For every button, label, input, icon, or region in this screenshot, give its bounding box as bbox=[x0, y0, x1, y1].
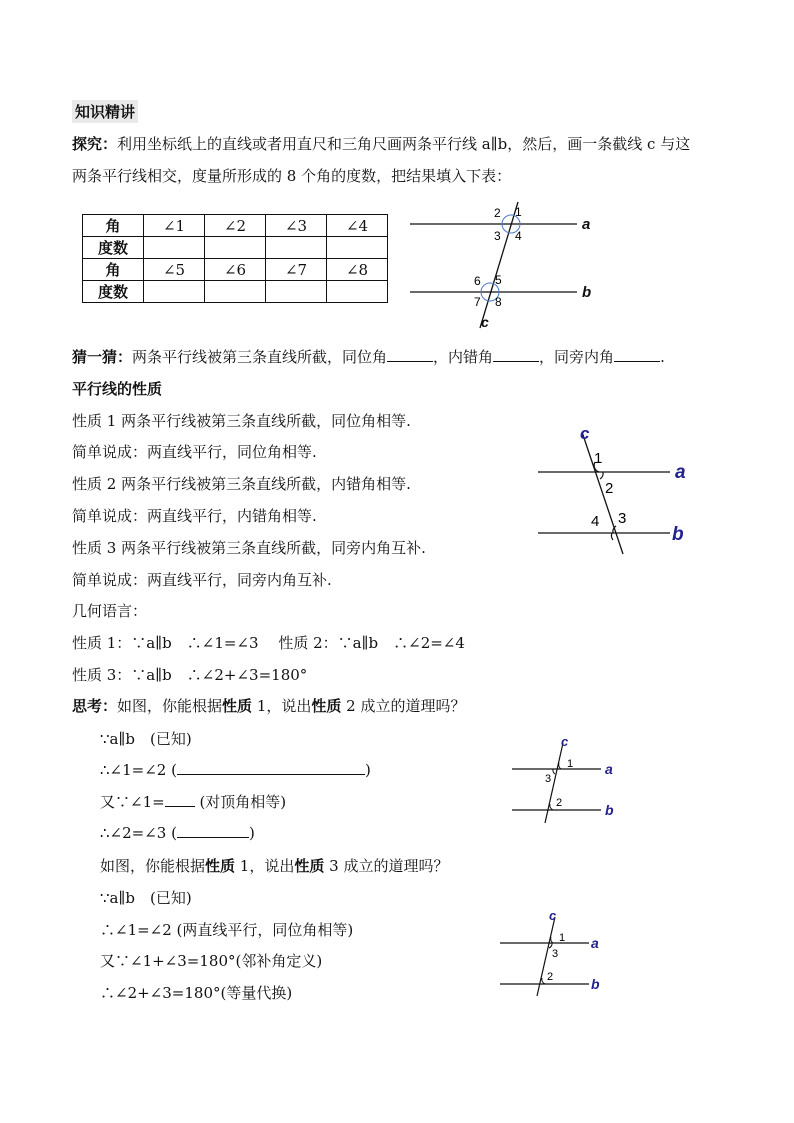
answer-blank[interactable] bbox=[177, 760, 365, 775]
table-row bbox=[83, 259, 388, 281]
proof-text: ∴∠1=∠2 ( bbox=[100, 761, 177, 779]
table-cell: 角 bbox=[83, 215, 144, 237]
table-cell: ∠5 bbox=[144, 259, 205, 281]
angle-label: 2 bbox=[556, 797, 563, 809]
proof-2-line-4: ∴∠2+∠3=180°(等量代换) bbox=[100, 984, 293, 1002]
property-3-short: 简单说成：两直线平行，同旁内角互补. bbox=[72, 571, 332, 589]
explore-text-1: 利用坐标纸上的直线或者用直尺和三角尺画两条平行线 a∥b，然后，画一条截线 c 与这 bbox=[117, 135, 691, 153]
think-text: 性质 bbox=[294, 857, 325, 875]
angle-label: 7 bbox=[474, 295, 481, 309]
guess-text: 两条平行线被第三条直线所截，同位角 bbox=[132, 348, 388, 366]
properties-title: 平行线的性质 bbox=[72, 380, 163, 398]
table-cell[interactable] bbox=[266, 237, 327, 259]
table-cell[interactable] bbox=[205, 237, 266, 259]
property-3: 性质 3 两条平行线被第三条直线所截，同旁内角互补. bbox=[72, 539, 426, 557]
answer-blank[interactable] bbox=[493, 347, 539, 362]
property-1: 性质 1 两条平行线被第三条直线所截，同位角相等. bbox=[72, 412, 411, 430]
proof-text: 又∵∠1= bbox=[100, 793, 165, 811]
line-b-label: b bbox=[605, 802, 614, 818]
geometry-language-label: 几何语言： bbox=[72, 602, 148, 620]
line-c-label: c bbox=[561, 735, 569, 749]
think-text: 如图，你能根据 bbox=[117, 697, 223, 715]
table-cell: ∠3 bbox=[266, 215, 327, 237]
think-text: 3 成立的道理吗？ bbox=[324, 857, 449, 875]
explore-line-1 bbox=[72, 133, 690, 154]
angle-arc-4 bbox=[611, 533, 613, 540]
angle-table bbox=[82, 214, 388, 303]
proof-text: ) bbox=[364, 761, 371, 779]
angle-label: 5 bbox=[495, 273, 502, 287]
table-cell: 度数 bbox=[83, 237, 144, 259]
table-cell: ∠2 bbox=[205, 215, 266, 237]
answer-blank[interactable] bbox=[177, 823, 249, 838]
angle-label: 3 bbox=[552, 948, 559, 960]
angle-label: 3 bbox=[618, 510, 627, 527]
angle-label: 2 bbox=[494, 206, 501, 220]
table-cell: 角 bbox=[83, 259, 144, 281]
angle-label: 6 bbox=[474, 274, 481, 288]
guess-text: ，内错角 bbox=[433, 348, 494, 366]
property-2: 性质 2 两条平行线被第三条直线所截，内错角相等. bbox=[72, 475, 411, 493]
table-cell: ∠1 bbox=[144, 215, 205, 237]
table-cell[interactable] bbox=[327, 281, 388, 303]
proof-2-line-3: 又∵∠1+∠3=180°(邻补角定义) bbox=[100, 952, 323, 970]
table-cell[interactable] bbox=[144, 281, 205, 303]
guess-label: 猜一猜： bbox=[72, 348, 133, 366]
figure-think-1 bbox=[505, 735, 625, 827]
table-cell: ∠8 bbox=[327, 259, 388, 281]
table-cell[interactable] bbox=[205, 281, 266, 303]
angle-label: 1 bbox=[594, 450, 603, 467]
line-a-label: a bbox=[605, 761, 613, 777]
line-a-label: a bbox=[675, 462, 686, 483]
think-question-2 bbox=[100, 855, 448, 876]
angle-arc-2 bbox=[542, 978, 545, 984]
line-c-label: c bbox=[549, 908, 557, 923]
property-2-short: 简单说成：两直线平行，内错角相等. bbox=[72, 507, 317, 525]
explore-line-2: 两条平行线相交，度量所形成的 8 个角的度数，把结果填入下表： bbox=[72, 167, 512, 185]
proof-text: ∴∠2=∠3 ( bbox=[100, 824, 177, 842]
table-cell: ∠6 bbox=[205, 259, 266, 281]
line-c-label: c bbox=[481, 314, 489, 330]
angle-label: 3 bbox=[545, 773, 552, 785]
table-row bbox=[83, 281, 388, 303]
angle-label: 2 bbox=[547, 971, 554, 983]
think-text: 1，说出 bbox=[235, 857, 295, 875]
line-c bbox=[582, 432, 623, 554]
angle-arc-2 bbox=[600, 472, 603, 479]
think-text: 1，说出 bbox=[252, 697, 312, 715]
proof-1-line-3 bbox=[100, 791, 286, 812]
angle-arc-1 bbox=[551, 937, 553, 943]
angle-arc-2 bbox=[550, 804, 553, 810]
proof-1-line-2 bbox=[100, 760, 371, 779]
line-b-label: b bbox=[672, 524, 684, 545]
figure-eight-angles bbox=[405, 200, 605, 335]
think-question-1 bbox=[72, 695, 465, 716]
angle-arc-3 bbox=[553, 769, 555, 774]
guess-text: ，同旁内角 bbox=[539, 348, 615, 366]
proof-text: (对顶角相等) bbox=[194, 793, 287, 811]
answer-blank[interactable] bbox=[614, 347, 660, 362]
table-cell[interactable] bbox=[327, 237, 388, 259]
table-row bbox=[83, 237, 388, 259]
think-text: 性质 bbox=[205, 857, 236, 875]
table-cell: ∠4 bbox=[327, 215, 388, 237]
proof-2-line-1: ∵a∥b (已知) bbox=[100, 889, 192, 907]
section-title: 知识精讲 bbox=[72, 100, 138, 123]
line-c-label: c bbox=[580, 424, 590, 443]
angle-label: 8 bbox=[495, 295, 502, 309]
proof-1-line-4 bbox=[100, 823, 255, 842]
table-cell[interactable] bbox=[144, 237, 205, 259]
property-1-short: 简单说成：两直线平行，同位角相等. bbox=[72, 443, 317, 461]
think-label: 思考： bbox=[72, 697, 118, 715]
angle-label: 3 bbox=[494, 229, 501, 243]
think-text: 如图，你能根据 bbox=[100, 857, 206, 875]
line-a-label: a bbox=[582, 216, 591, 233]
angle-label: 1 bbox=[559, 932, 566, 944]
geometry-line-2: 性质 3：∵a∥b ∴∠2+∠3=180° bbox=[72, 666, 308, 684]
proof-1-line-1: ∵a∥b (已知) bbox=[100, 730, 192, 748]
table-cell: ∠7 bbox=[266, 259, 327, 281]
table-cell[interactable] bbox=[266, 281, 327, 303]
table-cell: 度数 bbox=[83, 281, 144, 303]
geometry-line-1: 性质 1：∵a∥b ∴∠1=∠3 性质 2：∵a∥b ∴∠2=∠4 bbox=[72, 634, 465, 652]
angle-label: 4 bbox=[591, 513, 600, 530]
table-row bbox=[83, 215, 388, 237]
guess-line bbox=[72, 346, 665, 367]
line-a-label: a bbox=[591, 935, 599, 951]
line-c bbox=[480, 202, 518, 328]
answer-blank[interactable] bbox=[165, 792, 195, 807]
angle-arc-1 bbox=[559, 763, 561, 769]
angle-label: 1 bbox=[567, 758, 574, 770]
angle-label: 1 bbox=[515, 205, 522, 219]
angle-label: 2 bbox=[605, 480, 614, 497]
proof-2-line-2: ∴∠1=∠2 (两直线平行，同位角相等) bbox=[100, 921, 354, 939]
proof-text: ) bbox=[248, 824, 255, 842]
explore-label: 探究： bbox=[72, 135, 118, 153]
line-b-label: b bbox=[591, 976, 600, 992]
think-text: 性质 bbox=[222, 697, 253, 715]
line-b-label: b bbox=[582, 284, 592, 301]
guess-text: . bbox=[660, 348, 665, 366]
think-text: 性质 bbox=[311, 697, 342, 715]
figure-properties bbox=[530, 422, 700, 562]
figure-think-2 bbox=[492, 908, 612, 1000]
angle-label: 4 bbox=[515, 229, 522, 243]
think-text: 2 成立的道理吗？ bbox=[341, 697, 466, 715]
answer-blank[interactable] bbox=[387, 347, 433, 362]
